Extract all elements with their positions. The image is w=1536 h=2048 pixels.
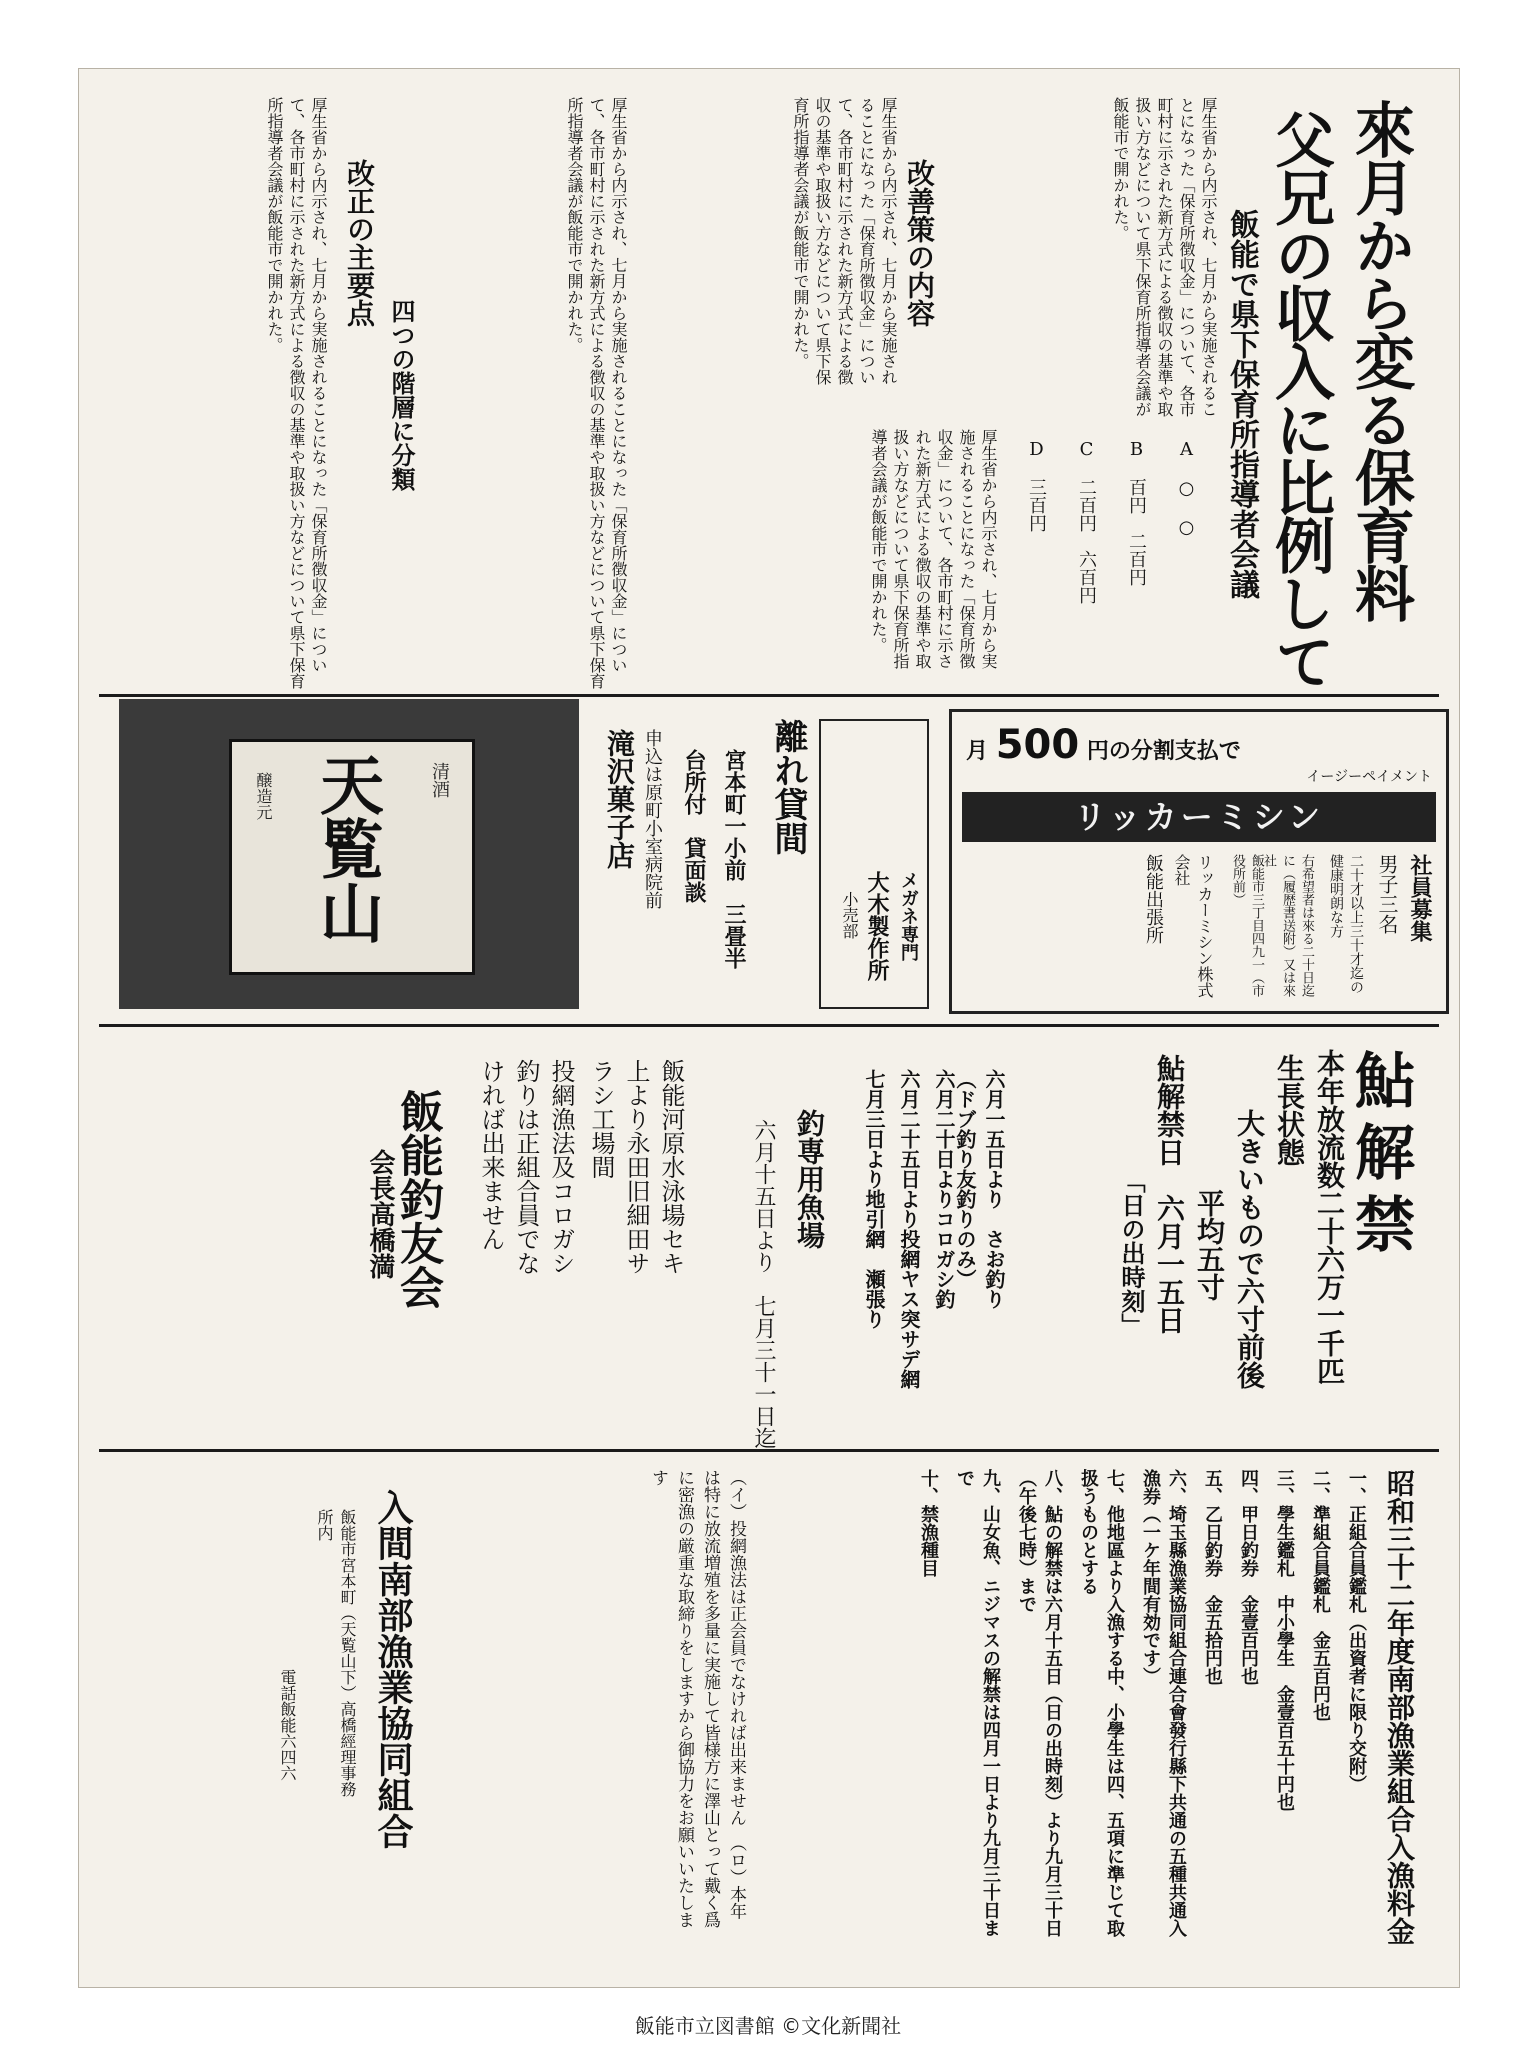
ayu-title: 鮎解禁 [1345,1049,1415,1265]
recruit-men: 男子三名 [1375,854,1399,934]
sewing-ad [949,709,1449,1014]
fee-item: 十、禁漁種目 [918,1469,939,1577]
rental-line2: 台所付 貸面談 [681,749,707,903]
grade-d: D 三百円 [1026,439,1047,532]
fee-item: 一、正組合員鑑札（出資者に限り交附） [1346,1469,1367,1793]
glasses-shop: 大木製作所 [864,871,890,981]
sake-ad [119,699,579,1009]
fee-item: 三、學生鑑札 中小學生 金壹百五十円也 [1274,1469,1295,1811]
fish-note: 投網漁法及コロガシ釣りは正組合員でなければ出来ません [477,1059,575,1275]
fee-notes: （イ）投網漁法は正会員でなければ出来ません （ロ）本年は特に放流増殖を多量に実施して皆様方に澤山とって戴く爲に密漁の厳重な取締りをしますから御協力をお願いいたします [648,1469,746,1928]
ayu-rule4: 七月三日より地引網 瀬張り [862,1069,886,1329]
footer-credit: 飯能市立図書館 ©文化新聞社 [634,2014,902,2038]
fee-item: 七、他地區より入漁する中、小學生は四、五項に準じて取扱うものとする [1078,1469,1125,1937]
article-body: 厚生省から内示され、七月から実施されることになった「保育所徴収金」について、各市町村に示された新方式による徴収の基準や取扱い方などについて県下保育所指導者会議が飯能市で開かれた。 [1111,97,1218,417]
recruit-branch: 飯能出張所 [1143,854,1164,944]
fee-title: 昭和三十二年度南部漁業組合入漁料金 [1383,1469,1416,1945]
sewing-installment: 円の分割支払で [1086,738,1241,764]
lower-divider [99,1449,1439,1452]
grade-table [649,429,1209,679]
headline-income-proportional: 父兄の収入に比例して [1265,109,1335,689]
ayu-date: 鮎解禁日 六月一五日 [1153,1054,1186,1334]
ayu-rule1: 六月一五日より さお釣り（ドブ釣り友釣りのみ） [953,1069,1006,1309]
sake-label-panel [229,739,475,975]
fish-title: 釣専用魚場 [793,1109,826,1249]
sewing-brand-band [962,792,1436,842]
points-body: 厚生省から内示され、七月から実施されることになった「保育所徴収金」について、各市町村に示された新方式による徴収の基準や取扱い方などについて県下保育所指導者会議が飯能市で開かれた。 [565,97,628,689]
subhead-conference: 飯能で県下保育所指導者会議 [1224,209,1259,599]
ayu-rule2: 六月二十日よりコロガシ釣 [932,1069,956,1309]
improvement-body: 厚生省から内示され、七月から実施されることになった「保育所徴収金」について、各市町村に示された新方式による徴収の基準や取扱い方などについて県下保育所指導者会議が飯能市で開かれた。 [791,97,898,385]
ayu-size2: 平均五寸 [1193,1189,1226,1301]
fish-date: 六月十五日より 七月三十一日迄 [751,1119,776,1449]
fee-phone: 電話飯能六四六 [278,1669,297,1781]
ayu-rule3: 六月二十五日より投網ヤス突サデ網 [897,1069,921,1389]
sewing-price-line [966,722,1241,768]
glasses-label: メガネ専門 [898,871,919,961]
grade-a: A ○ ○ [1176,439,1197,538]
rental-apply: 申込は原町小室病院前 [642,729,663,909]
section-main-points: 改正の主要点 [343,159,376,327]
points-body-2: 厚生省から内示され、七月から実施されることになった「保育所徴収金」について、各市町村に示された新方式による徴収の基準や取扱い方などについて県下保育所指導者会議が飯能市で開かれた。 [265,97,328,689]
sewing-monthly: 月 [966,738,989,764]
sewing-easy: イージーペイメント [1306,769,1432,785]
fee-items [769,1469,1369,1959]
glasses-sub: 小売部 [840,891,859,939]
fee-item: 四、甲日釣券 金壹百円也 [1238,1469,1259,1685]
fee-address: 飯能市宮本町（天覧山下）高橋經理事務所内 [315,1509,357,1797]
fee-item: 八、鮎の解禁は六月十五日（日の出時刻）より九月三十日（午後七時）まで [1016,1469,1063,1937]
fee-item: 六、埼玉縣漁業協同組合連合會發行縣下共通の五種共通入漁券（一ケ年間有効です） [1140,1469,1187,1937]
section-main-points-sub: 四つの階層に分類 [387,299,416,491]
headline-fee-change: 來月から変る保育料 [1345,99,1415,621]
recruit-address: 飯能市三丁目四九一（市役所前） [1230,854,1264,997]
recruit-apply: 右希望者は來る二十日迄に（履歴書送附）又は來社 [1261,854,1314,997]
top-divider [99,694,1439,697]
club-chair: 会長高橋満 [365,1149,395,1279]
fee-item: 九、山女魚、ニジマスの解禁は四月一日より九月三十日まで [954,1469,1001,1937]
ayu-growth: 生長状態 [1273,1054,1306,1166]
recruit-age: 二十才以上三十才迄の健康明朗な方 [1328,854,1364,994]
newspaper-page [78,68,1460,1988]
fee-org: 入間南部漁業協同組合 [372,1489,414,1849]
middle-divider [99,1024,1439,1027]
rental-shop: 滝沢菓子店 [603,729,636,869]
fish-place: 飯能河原水泳場セキ上より永田旧細田サラシ工場間 [587,1059,685,1275]
sake-brand: 天覧山 [309,752,384,944]
recruit-company: リッカーミシン株式会社 [1172,854,1214,998]
club-name: 飯能釣友会 [392,1089,443,1309]
sewing-price: 500 [995,722,1080,768]
fee-item: 五、乙日釣券 金五拾円也 [1202,1469,1223,1685]
section-improvement: 改善策の内容 [903,159,936,327]
glasses-ad [819,719,929,1009]
grade-b: B 百円 二百円 [1126,439,1147,586]
sake-label-type: 清酒 [429,762,450,798]
sake-caption: 醸造元 [254,772,273,820]
ayu-release: 本年放流数二十六万一千匹 [1313,1049,1346,1385]
sewing-brand: リッカーミシン [1074,798,1324,836]
rental-title: 離れ貸間 [768,719,808,855]
grade-body: 厚生省から内示され、七月から実施されることになった「保育所徴収金」について、各市町村に示された新方式による徴収の基準や取扱い方などについて県下保育所指導者会議が飯能市で開かれた。 [869,429,998,669]
grade-c: C 二百円 六百円 [1076,439,1097,604]
ayu-time: 「日の出時刻」 [1117,1169,1146,1337]
fee-item: 二、準組合員鑑札 金五百円也 [1310,1469,1331,1721]
rental-line1: 宮本町一小前 三畳半 [721,749,747,969]
ayu-size1: 大きいもので六寸前後 [1233,1109,1266,1389]
recruit-title: 社員募集 [1407,854,1433,942]
